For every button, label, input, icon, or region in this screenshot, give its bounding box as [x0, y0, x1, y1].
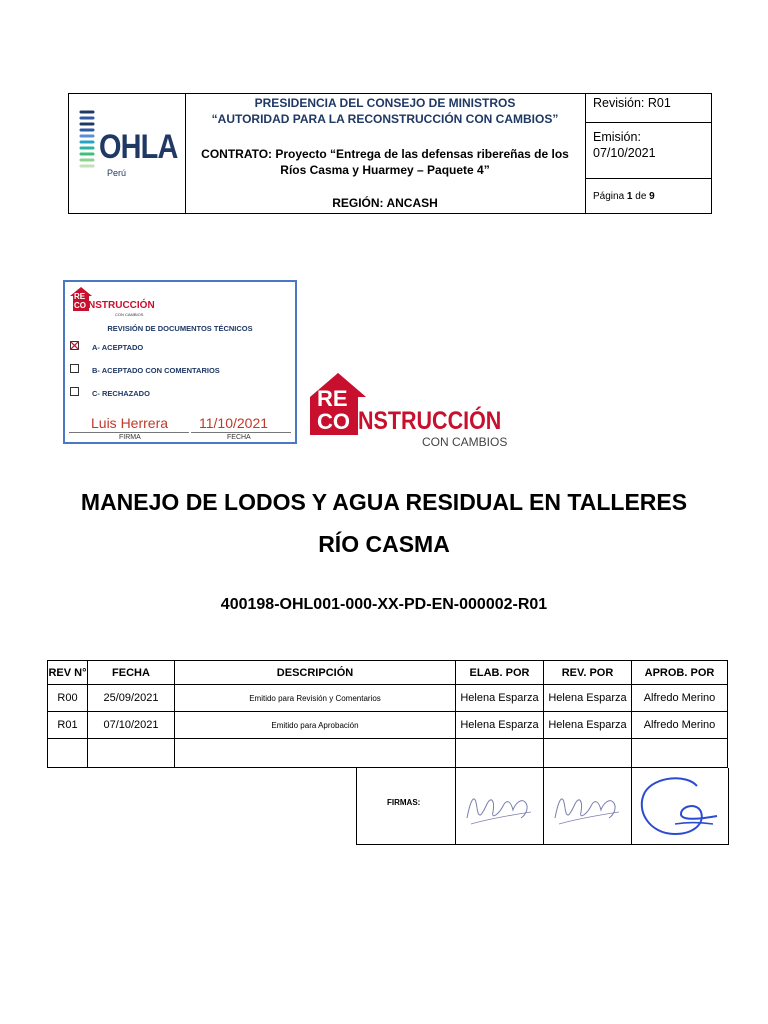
table-row: R01 07/10/2021 Emitido para Aprobación Helena Esparza Helena Esparza Alfredo Merino: [48, 712, 728, 739]
review-stamp: RE CO NSTRUCCIÓN CON CAMBIOS REVISIÓN DE DOCUMENTOS TÉCNICOS A- ACEPTADO B- ACEPTADO CON COMENTARIOS C- RECHAZADO Luis Herrera 11/10/2021 FIRMA FECHA: [63, 280, 297, 444]
document-code: 400198-OHL001-000-XX-PD-EN-000002-R01: [220, 596, 548, 613]
ohla-logo: [75, 106, 181, 186]
signature-rev: [549, 778, 629, 838]
stamp-heading: REVISIÓN DE DOCUMENTOS TÉCNICOS: [107, 324, 253, 333]
revision-table-header: REV N° FECHA DESCRIPCIÓN ELAB. POR REV. POR APROB. POR: [48, 661, 728, 685]
contract-line-1: CONTRATO: Proyecto “Entrega de las defensas ribereñas de los: [201, 147, 569, 161]
emision-date: 07/10/2021: [593, 146, 656, 160]
contract-line-2: Ríos Casma y Huarmey – Paquete 4”: [280, 163, 490, 177]
signature-elab: [461, 778, 541, 838]
stamp-logo: RE CO NSTRUCCIÓN CON CAMBIOS: [69, 286, 169, 314]
signatures-row: [356, 768, 729, 845]
document-header: [68, 93, 712, 214]
ohla-building-icon: [77, 108, 97, 172]
table-row: [48, 739, 728, 768]
document-title-line-1: MANEJO DE LODOS Y AGUA RESIDUAL EN TALLERES: [80, 489, 688, 515]
checkbox-icon: [70, 387, 79, 396]
checkbox-icon: [70, 364, 79, 373]
stamp-signer-name: Luis Herrera: [91, 415, 169, 431]
ohla-logo-subtext: Perú: [107, 168, 127, 178]
table-row: R00 25/09/2021 Emitido para Revisión y Comentarios Helena Esparza Helena Esparza Alfredo Merino: [48, 685, 728, 712]
checkbox-checked-icon: [70, 341, 79, 350]
reconstruccion-logo: RE CO NSTRUCCIÓN CON CAMBIOS: [308, 371, 508, 451]
org-line-1: PRESIDENCIA DEL CONSEJO DE MINISTROS: [254, 96, 516, 110]
revision-table: [47, 660, 728, 768]
fecha-label: FECHA: [227, 434, 251, 441]
signature-aprob: [635, 772, 725, 842]
firma-label: FIRMA: [119, 434, 141, 441]
page-number: Página 1 de 9: [593, 191, 655, 202]
emision-label: Emisión:: [593, 130, 641, 144]
firmas-label: FIRMAS:: [387, 798, 421, 807]
org-line-2: “AUTORIDAD PARA LA RECONSTRUCCIÓN CON CAMBIOS”: [211, 112, 559, 126]
stamp-date: 11/10/2021: [199, 415, 269, 431]
ohla-logo-text: OHLA: [99, 128, 178, 166]
revision-field: Revisión: R01: [593, 96, 671, 110]
region-label: REGIÓN: ANCASH: [332, 196, 438, 210]
document-title-line-2: RÍO CASMA: [318, 531, 450, 557]
